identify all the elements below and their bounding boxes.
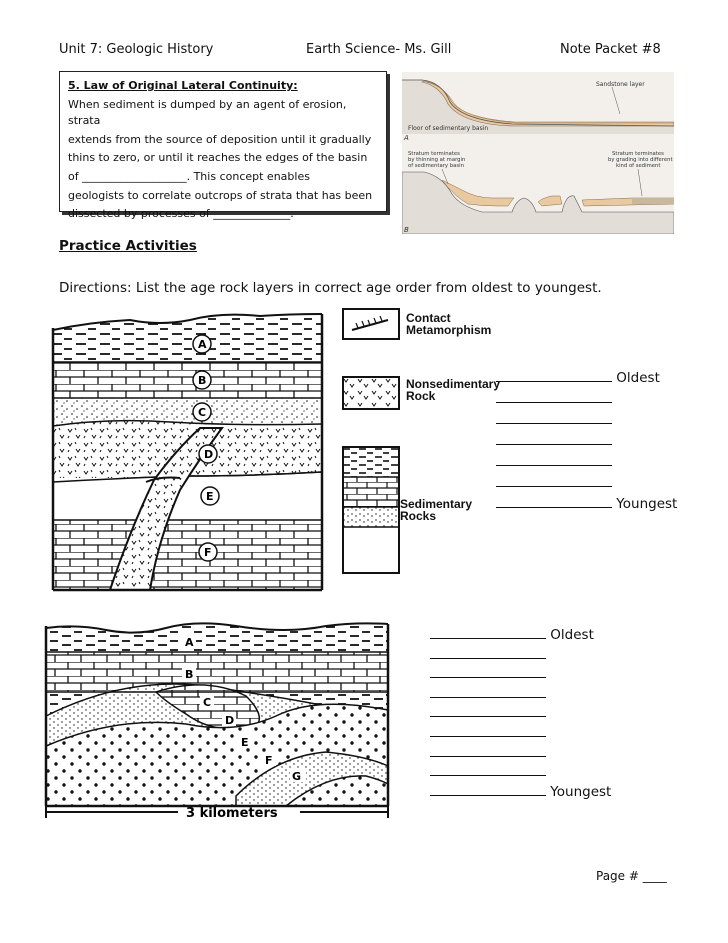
answer-list-2 (430, 627, 611, 803)
answer-blank[interactable] (430, 795, 546, 796)
sandstone-label: Sandstone layer (596, 81, 645, 88)
law-line-5: geologists to correlate outcrops of strata that has been (68, 188, 373, 202)
d2-label-a: A (185, 636, 194, 649)
header-unit: Unit 7: Geologic History (59, 42, 214, 57)
law-line-1: When sediment is dumped by an agent of erosion, strata (68, 97, 347, 128)
rock-diagram-1 (50, 300, 326, 592)
page-number: Page # ____ (596, 869, 667, 883)
law-line-4: of ___________________. This concept enables (68, 169, 310, 183)
legend-nonsed-label: Nonsedimentary Rock (406, 377, 501, 403)
header-course: Earth Science- Ms. Gill (306, 42, 452, 57)
d1-label-d: D (204, 448, 214, 461)
rock-diagram-2 (36, 606, 402, 820)
d2-label-b: B (185, 668, 194, 681)
right-note-1: Stratum terminates (612, 151, 664, 157)
answer-blank[interactable] (430, 697, 546, 698)
answer-blank[interactable] (496, 507, 612, 508)
law-line-6: dissected by processes of ______________. (68, 207, 294, 221)
answer-blank[interactable] (496, 423, 612, 424)
law-line-3: thins to zero, or until it reaches the edges of the basin (68, 151, 368, 165)
answer-blank[interactable] (496, 402, 612, 403)
youngest-label-2: Youngest (550, 783, 612, 800)
d2-label-g: G (292, 770, 302, 783)
oldest-label-1: Oldest (616, 370, 660, 386)
answer-blank[interactable] (496, 381, 612, 382)
header-packet: Note Packet #8 (560, 42, 661, 57)
label-b: B (404, 226, 409, 234)
legend-sed-label: Sedimentary Rocks (400, 497, 473, 523)
d1-label-b: B (198, 374, 207, 387)
left-note-2: by thinning at margin (408, 157, 466, 163)
d2-label-d: D (225, 714, 235, 727)
right-note-2: by grading into different (608, 157, 673, 163)
directions-text: Directions: List the age rock layers in correct age order from oldest to youngest. (59, 280, 602, 296)
law-box (59, 71, 387, 221)
right-note-3: kind of sediment (616, 163, 661, 169)
answer-list-1 (496, 370, 677, 517)
legend-contact-swatch (342, 308, 404, 342)
label-a: A (404, 134, 409, 142)
d1-label-c: C (198, 406, 207, 419)
left-note-3: of sedimentary basin (408, 163, 464, 169)
youngest-label-1: Youngest (616, 496, 678, 512)
law-line-2: extends from the source of deposition until it gradually (68, 132, 372, 146)
d1-label-f: F (204, 546, 212, 559)
floor-label: Floor of sedimentary basin (408, 125, 489, 132)
law-title: 5. Law of Original Lateral Continuity: (68, 79, 298, 92)
answer-blank[interactable] (430, 736, 546, 737)
practice-heading: Practice Activities (59, 238, 197, 254)
answer-blank[interactable] (496, 465, 612, 466)
legend-nonsed-swatch (342, 376, 404, 412)
d1-label-e: E (206, 490, 214, 503)
oldest-label-2: Oldest (550, 627, 594, 643)
answer-blank[interactable] (430, 716, 546, 717)
answer-blank[interactable] (430, 658, 546, 659)
legend-contact-label: Contact Metamorphism (406, 311, 492, 337)
answer-blank[interactable] (430, 677, 546, 678)
answer-blank[interactable] (430, 756, 546, 757)
left-note-1: Stratum terminates (408, 151, 460, 157)
d2-label-e: E (241, 736, 249, 749)
d2-label-c: C (203, 696, 212, 709)
basin-figure (402, 72, 674, 234)
answer-blank[interactable] (430, 775, 546, 776)
answer-blank[interactable] (430, 638, 546, 639)
d2-label-f: F (265, 754, 273, 767)
answer-blank[interactable] (496, 444, 612, 445)
legend-sed-swatch (342, 446, 404, 576)
answer-blank[interactable] (496, 486, 612, 487)
d1-label-a: A (198, 338, 207, 351)
scale-label: 3 kilometers (186, 806, 278, 820)
